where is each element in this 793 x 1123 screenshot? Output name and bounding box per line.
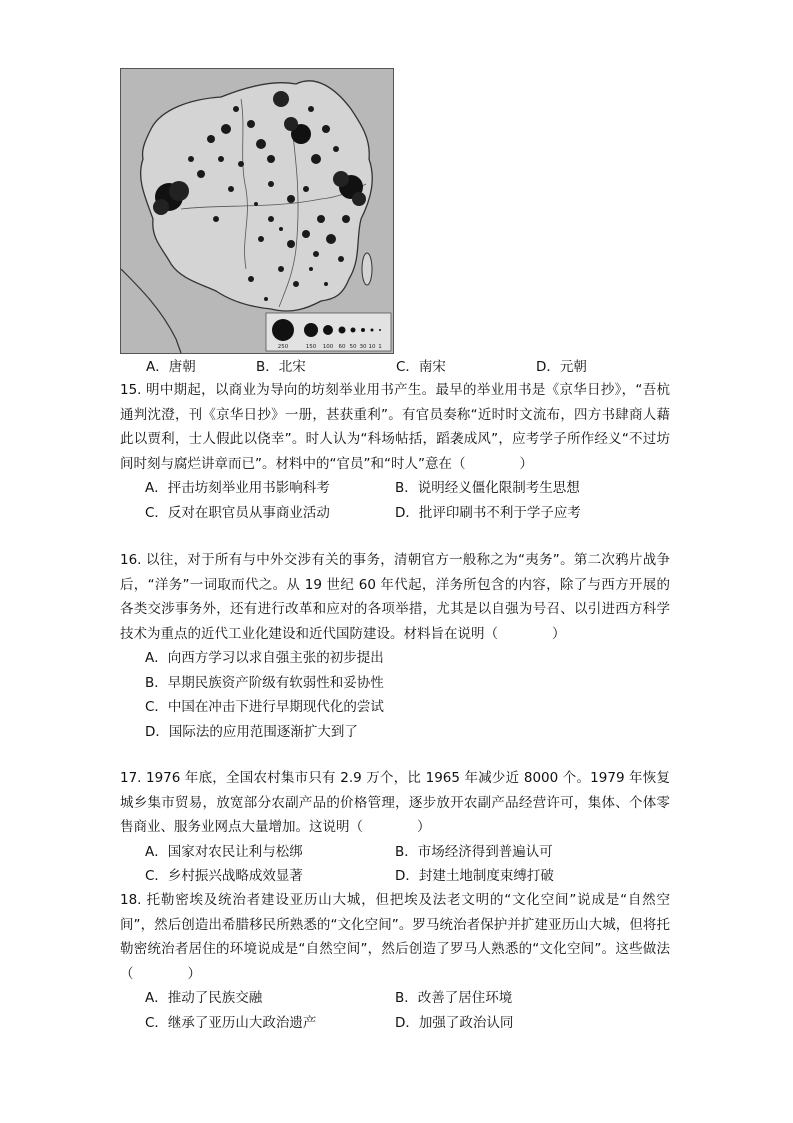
legend-label: 150 bbox=[305, 344, 317, 350]
q15-options-row1 bbox=[120, 476, 670, 501]
question-17 bbox=[120, 766, 670, 889]
legend-label: 10 bbox=[368, 344, 376, 350]
question-15 bbox=[120, 378, 670, 525]
legend-label: 100 bbox=[322, 344, 334, 350]
question-16 bbox=[120, 548, 670, 744]
legend-label: 50 bbox=[349, 344, 357, 350]
q15-option-b[interactable]: B．说明经义僵化限制考生思想 bbox=[395, 480, 580, 496]
island-taiwan bbox=[362, 253, 372, 285]
q18-option-a[interactable]: A．推动了民族交融 bbox=[145, 990, 263, 1006]
q16-options bbox=[120, 646, 670, 744]
q17-option-a[interactable]: A．国家对农民让利与松绑 bbox=[145, 843, 303, 860]
distribution-map bbox=[120, 68, 394, 354]
q17-option-b[interactable]: B．市场经济得到普遍认可 bbox=[395, 843, 553, 860]
q14-option-c[interactable]: C．南宋 bbox=[396, 359, 446, 375]
q16-option-c[interactable]: C．中国在冲击下进行早期现代化的尝试 bbox=[145, 699, 384, 715]
q16-option-d[interactable]: D．国际法的应用范围逐渐扩大到了 bbox=[145, 723, 358, 740]
q14-option-d[interactable]: D．元朝 bbox=[536, 359, 587, 375]
q14-option-a[interactable]: A．唐朝 bbox=[146, 359, 196, 375]
q17-stem: 17. 1976 年底，全国农村集市只有 2.9 万个，比 1965 年减少近 8000 个。1979 年恢复城乡集市贸易，放宽部分农副产品的价格管理，逐步放开农副产品经营许可，集体、个体零售商业、服务业网点大量增加。这说明（ ） bbox=[120, 770, 670, 835]
q15-option-c[interactable]: C．反对在职官员从事商业活动 bbox=[145, 504, 330, 521]
q18-option-c[interactable]: C．继承了亚历山大政治遗产 bbox=[145, 1014, 317, 1031]
q18-options-row2 bbox=[120, 1011, 670, 1036]
q17-option-c[interactable]: C．乡村振兴战略成效显著 bbox=[145, 868, 303, 884]
q15-option-a[interactable]: A．抨击坊刻举业用书影响科考 bbox=[145, 480, 330, 496]
map-svg bbox=[121, 69, 393, 353]
q15-stem: 15. 明中期起，以商业为导向的坊刻举业用书产生。最早的举业用书是《京华日抄》，“吾杭通判沈澄，刊《京华日抄》一册，甚获重利”。有官员奏称“近时时文流布，四方书肆商人藉此以贾利，士人假此以侥幸”。时人认为“科场帖括，蹈袭成风”，应考学子所作经义“不过坊间时刻与腐烂讲章而已”。材料中的“官员”和“时人”意在（ ） bbox=[120, 382, 670, 472]
q18-options-row1 bbox=[120, 986, 670, 1011]
q18-option-d[interactable]: D．加强了政治认同 bbox=[395, 1014, 514, 1031]
q16-option-b[interactable]: B．早期民族资产阶级有软弱性和妥协性 bbox=[145, 674, 384, 691]
q18-stem: 18. 托勒密埃及统治者建设亚历山大城，但把埃及法老文明的“文化空间”说成是“自然空间”，然后创造出希腊移民所熟悉的“文化空间”。罗马统治者保护并扩建亚历山大城，但将托勒密统治者居住的环境说成是“自然空间”，然后创造了罗马人熟悉的“文化空间”。这些做法（ ） bbox=[120, 892, 670, 982]
legend-label: 1 bbox=[378, 344, 382, 350]
q16-option-a[interactable]: A．向西方学习以求自强主张的初步提出 bbox=[145, 650, 384, 666]
q15-options-row2 bbox=[120, 501, 670, 526]
q14-option-b[interactable]: B．北宋 bbox=[256, 359, 306, 375]
q15-option-d[interactable]: D．批评印刷书不利于学子应考 bbox=[395, 504, 581, 521]
q17-option-d[interactable]: D．封建土地制度束缚打破 bbox=[395, 868, 554, 884]
q16-stem: 16. 以往，对于所有与中外交涉有关的事务，清朝官方一般称之为“夷务”。第二次鸦片战争后，“洋务”一词取而代之。从 19 世纪 60 年代起，洋务所包含的内容，除了与西方开展的各类交涉事务外，还有进行改革和应对的各项举措，尤其是以自强为号召、以引进西方科学技术为重点的近代工业化建设和近代国防建设。材料旨在说明（ ） bbox=[120, 552, 670, 642]
legend-label: 250 bbox=[277, 344, 289, 350]
legend-label: 60 bbox=[338, 344, 346, 350]
legend-label: 30 bbox=[359, 344, 367, 350]
question-18 bbox=[120, 888, 670, 1035]
q17-options-row2 bbox=[120, 864, 670, 889]
q18-option-b[interactable]: B．改善了居住环境 bbox=[395, 990, 513, 1006]
q17-options-row1 bbox=[120, 840, 670, 865]
